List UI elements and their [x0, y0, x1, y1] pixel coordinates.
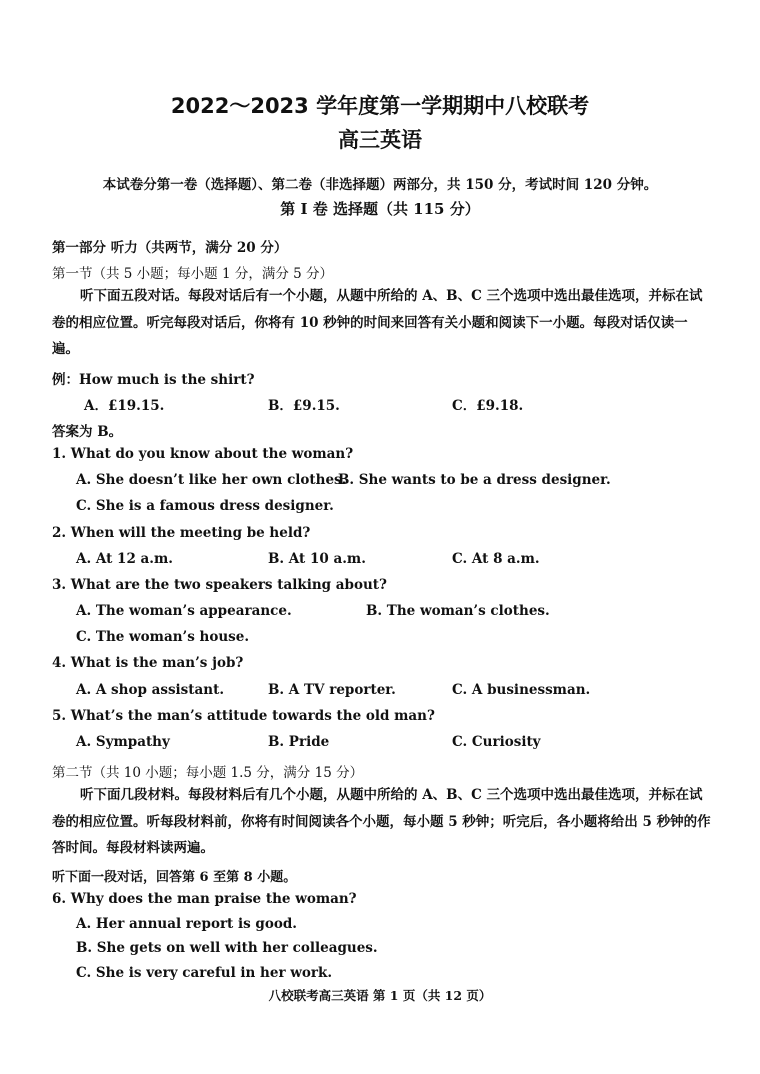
q2-option-c: C. At 8 a.m.: [452, 551, 540, 567]
q2-option-b: B. At 10 a.m.: [268, 551, 366, 567]
q3-option-c: C. The woman’s house.: [76, 629, 250, 645]
q3-option-b: B. The woman’s clothes.: [366, 603, 550, 619]
part1-heading: 第一部分 听力（共两节，满分 20 分）: [52, 240, 288, 256]
example-option-b: B．£9.15.: [268, 398, 340, 414]
q6-option-c: C. She is very careful in her work.: [76, 965, 333, 981]
q2-option-a: A. At 12 a.m.: [76, 551, 173, 567]
example-question: 例：How much is the shirt?: [52, 372, 255, 388]
q4-option-a: A. A shop assistant.: [76, 682, 225, 698]
section2-heading: 第二节（共 10 小题；每小题 1.5 分，满分 15 分）: [52, 765, 364, 781]
q1-option-b: B. She wants to be a dress designer.: [338, 472, 611, 488]
example-answer: 答案为 B。: [52, 424, 123, 440]
section1-instructions: 听下面五段对话。每段对话后有一个小题，从题中所给的 A、B、C 三个选项中选出最佳选项，并标在试卷的相应位置。听完每段对话后，你将有 10 秒钟的时间来回答有关小题和阅读下一小题。每段对话仅读一遍。: [52, 288, 703, 357]
question-1: 1. What do you know about the woman?: [52, 446, 354, 462]
question-4: 4. What is the man’s job?: [52, 655, 244, 671]
page-footer: 八校联考高三英语 第 1 页（共 12 页）: [268, 988, 492, 1003]
dialogue-note: 听下面一段对话，回答第 6 至第 8 小题。: [52, 870, 297, 885]
example-option-a: A．£19.15.: [84, 398, 165, 414]
q4-option-b: B. A TV reporter.: [268, 682, 396, 698]
exam-title: 2022～2023 学年度第一学期期中八校联考: [170, 94, 590, 118]
exam-intro: 本试卷分第一卷（选择题）、第二卷（非选择题）两部分，共 150 分，考试时间 120 分钟。: [102, 177, 658, 193]
section2-instructions: 听下面几段材料。每段材料后有几个小题，从题中所给的 A、B、C 三个选项中选出最佳选项，并标在试卷的相应位置。听每段材料前，你将有时间阅读各个小题，每小题 5 秒钟；听完后，各小题将给出 5 秒钟的作答时间。每段材料读两遍。: [52, 787, 711, 856]
section1-heading: 第一节（共 5 小题；每小题 1 分，满分 5 分）: [52, 266, 334, 282]
q6-option-a: A. Her annual report is good.: [76, 916, 298, 932]
q5-option-c: C. Curiosity: [452, 734, 541, 750]
exam-subject: 高三英语: [338, 128, 422, 152]
q3-option-a: A. The woman’s appearance.: [76, 603, 292, 619]
q1-option-a: A. She doesn’t like her own clothes.: [76, 472, 347, 488]
q6-option-b: B. She gets on well with her colleagues.: [76, 940, 378, 956]
question-5: 5. What’s the man’s attitude towards the old man?: [52, 708, 435, 724]
q5-option-b: B. Pride: [268, 734, 330, 750]
question-3: 3. What are the two speakers talking about?: [52, 577, 387, 593]
q5-option-a: A. Sympathy: [76, 734, 170, 750]
question-6: 6. Why does the man praise the woman?: [52, 891, 357, 907]
q4-option-c: C. A businessman.: [452, 682, 591, 698]
question-2: 2. When will the meeting be held?: [52, 525, 311, 541]
example-option-c: C．£9.18.: [452, 398, 524, 414]
q1-option-c: C. She is a famous dress designer.: [76, 498, 334, 514]
volume-heading: 第 I 卷 选择题（共 115 分）: [280, 200, 480, 218]
